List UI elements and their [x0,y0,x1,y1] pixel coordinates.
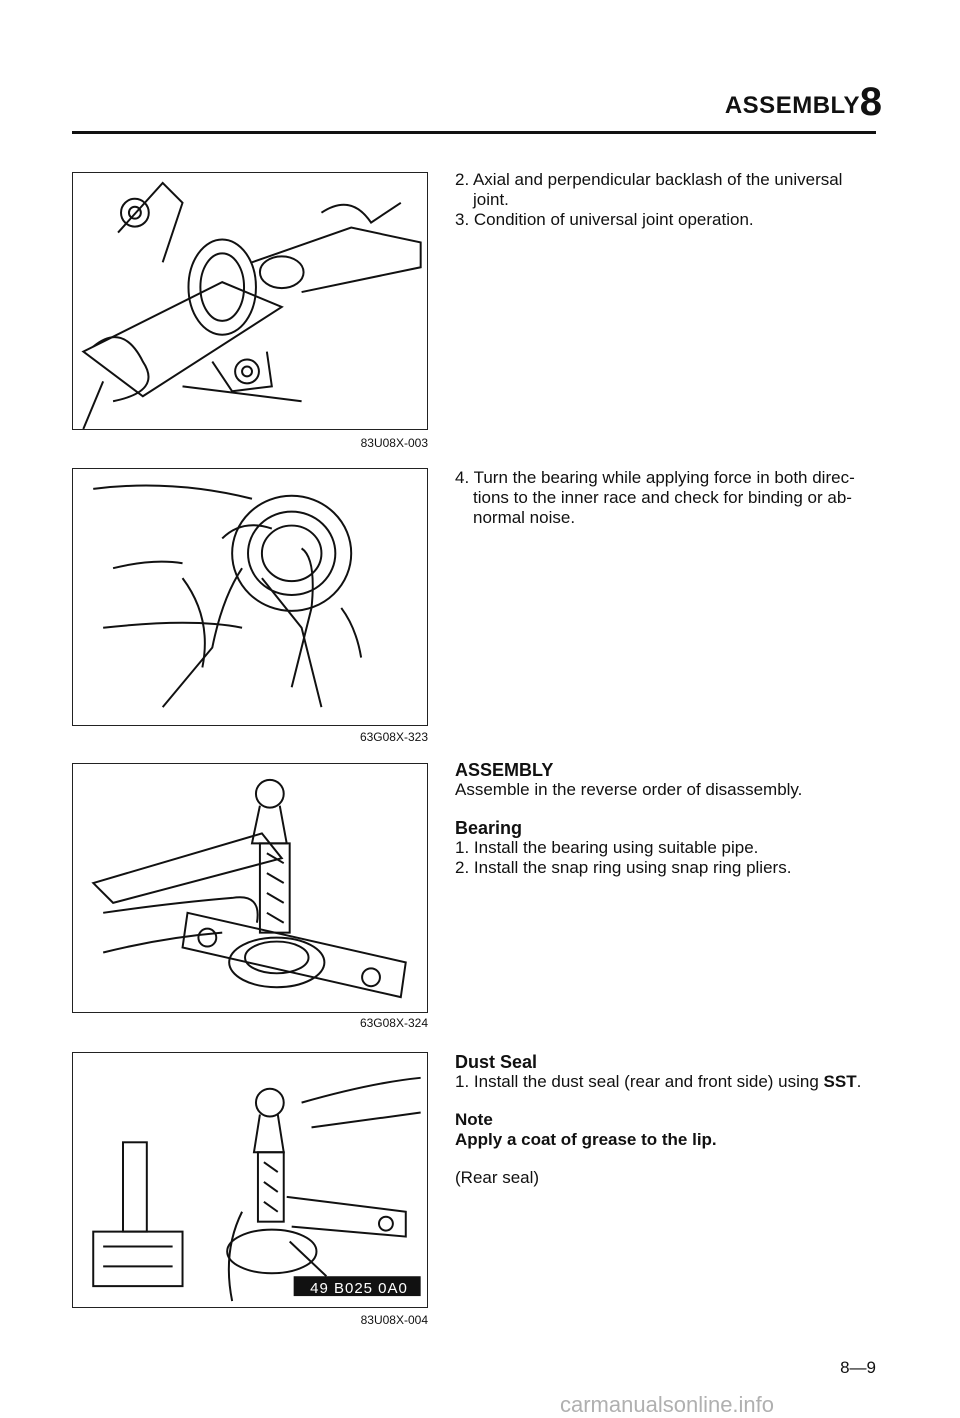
page-number: 8—9 [840,1358,876,1377]
bearing-illustration [73,469,427,725]
dust-seal-step [455,1072,885,1092]
dust-seal-section [455,1052,885,1188]
bearing-check [455,468,885,528]
figure-bearing [72,468,428,726]
rear-seal-label: (Rear seal) [455,1168,540,1187]
assembly-section [455,760,885,878]
page-header [0,78,960,138]
figure-universal-joint [72,172,428,430]
figure-code: 83U08X-003 [360,436,428,450]
bearing-step: 1. Install the bearing using suitable pipe. [455,838,759,857]
section-title: ASSEMBLY [724,92,860,119]
bearing-check-line: normal noise. [473,508,576,527]
check-item-2: 2. Axial and perpendicular backlash of the universal [455,170,843,189]
figure-install-dust-seal [72,1052,428,1308]
check-item-3: 3. Condition of universal joint operation. [455,210,754,229]
note-text: Apply a coat of grease to the lip. [455,1130,717,1149]
assembly-heading: ASSEMBLY [455,760,554,780]
note-heading: Note [455,1110,493,1129]
dust-seal-step-end: . [856,1072,862,1091]
section-number: 8 [859,80,882,124]
bearing-heading: Bearing [455,818,523,838]
install-bearing-illustration [73,764,427,1012]
figure-code: 63G08X-324 [359,1016,428,1030]
sst-label: SST [823,1072,857,1091]
bearing-check-line: 4. Turn the bearing while applying force in both direc- [455,468,855,487]
universal-joint-illustration [73,173,427,429]
figure-code: 83U08X-004 [360,1313,428,1327]
assembly-text: Assemble in the reverse order of disassembly. [455,780,803,799]
dust-seal-step-text: 1. Install the dust seal (rear and front side) using [455,1072,819,1091]
bearing-step: 2. Install the snap ring using snap ring pliers. [455,858,792,877]
sst-callout-label: 49 B025 0A0 [310,1280,408,1297]
check-items [455,170,885,230]
check-item-2-cont: joint. [473,190,509,209]
dust-seal-heading: Dust Seal [455,1052,538,1072]
bearing-check-line: tions to the inner race and check for binding or ab- [473,488,852,507]
watermark: carmanualsonline.info [560,1392,775,1417]
install-dust-seal-illustration [73,1053,427,1307]
figure-install-bearing [72,763,428,1013]
header-rule [72,131,876,134]
figure-code: 63G08X-323 [359,730,428,744]
